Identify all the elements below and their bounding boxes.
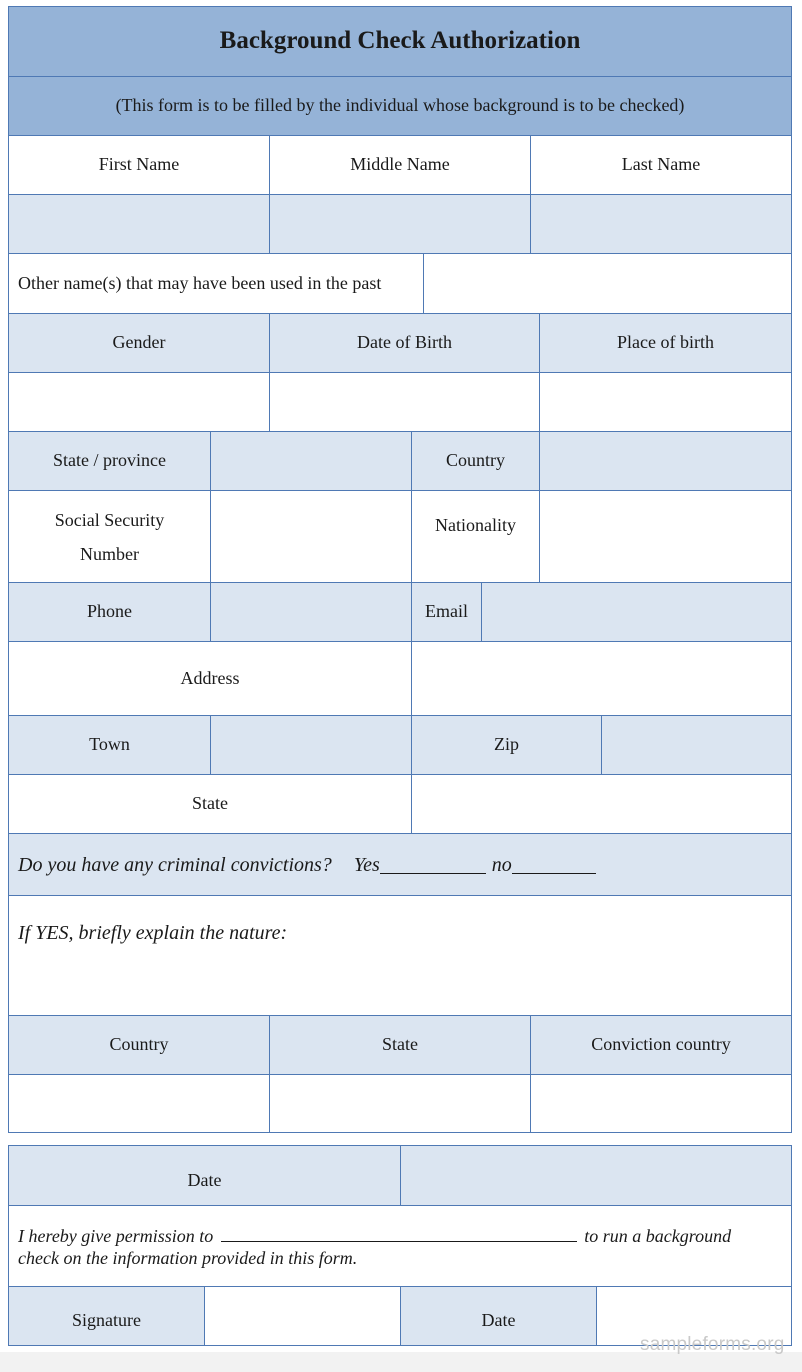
place-of-birth-label: Place of birth [539, 313, 792, 373]
town-label: Town [8, 715, 211, 775]
other-names-label: Other name(s) that may have been used in the past [8, 253, 424, 314]
state-label: State [8, 774, 412, 834]
state-field[interactable] [411, 774, 792, 834]
signature-field[interactable] [204, 1286, 401, 1346]
form-title: Background Check Authorization [8, 6, 792, 77]
criminal-convictions-question [8, 833, 792, 896]
country-label: Country [411, 431, 540, 491]
last-name-field[interactable] [530, 194, 792, 254]
town-field[interactable] [210, 715, 412, 775]
conviction-country-field-2[interactable] [530, 1074, 792, 1133]
yes-label: Yes [353, 853, 380, 876]
ssn-field[interactable] [210, 490, 412, 583]
first-name-field[interactable] [8, 194, 270, 254]
permission-start-text: I hereby give permission to [18, 1225, 214, 1246]
permission-end-text: to run a background [584, 1225, 732, 1246]
country-field[interactable] [539, 431, 792, 491]
yes-blank[interactable] [380, 856, 486, 874]
ssn-label-line1: Social Security [54, 509, 165, 530]
last-name-label: Last Name [530, 135, 792, 195]
signature-label: Signature [8, 1286, 205, 1346]
explain-nature-field[interactable] [8, 895, 792, 1016]
permission-line2-text: check on the information provided in this form. [18, 1247, 358, 1268]
ssn-label [8, 490, 211, 583]
conviction-state-field[interactable] [269, 1074, 531, 1133]
zip-label: Zip [411, 715, 602, 775]
criminal-question-text: Do you have any criminal convictions? [18, 853, 332, 876]
watermark: sampleforms.org [640, 1334, 785, 1355]
phone-field[interactable] [210, 582, 412, 642]
date-of-birth-field[interactable] [269, 372, 540, 432]
no-label: no [491, 853, 512, 876]
gender-field[interactable] [8, 372, 270, 432]
place-of-birth-field[interactable] [539, 372, 792, 432]
nationality-field[interactable] [539, 490, 792, 583]
email-field[interactable] [481, 582, 792, 642]
explain-nature-label: If YES, briefly explain the nature: [18, 922, 288, 944]
conviction-country-label-2: Conviction country [530, 1015, 792, 1075]
conviction-country-label-1: Country [8, 1015, 270, 1075]
address-field[interactable] [411, 641, 792, 716]
conviction-country-field-1[interactable] [8, 1074, 270, 1133]
ssn-label-line2: Number [80, 543, 139, 564]
date-field[interactable] [400, 1145, 792, 1206]
email-label: Email [411, 582, 482, 642]
conviction-state-label: State [269, 1015, 531, 1075]
signature-date-label: Date [400, 1286, 597, 1346]
gender-label: Gender [8, 313, 270, 373]
state-province-field[interactable] [210, 431, 412, 491]
form-subtitle: (This form is to be filled by the individual whose background is to be checked) [8, 76, 792, 136]
state-province-label: State / province [8, 431, 211, 491]
permission-statement [8, 1205, 792, 1287]
permission-name-blank[interactable] [221, 1224, 577, 1242]
phone-label: Phone [8, 582, 211, 642]
zip-field[interactable] [601, 715, 792, 775]
middle-name-label: Middle Name [269, 135, 531, 195]
nationality-label: Nationality [411, 490, 540, 583]
address-label: Address [8, 641, 412, 716]
date-label: Date [8, 1145, 401, 1206]
middle-name-field[interactable] [269, 194, 531, 254]
date-of-birth-label: Date of Birth [269, 313, 540, 373]
no-blank[interactable] [512, 856, 596, 874]
first-name-label: First Name [8, 135, 270, 195]
other-names-field[interactable] [423, 253, 792, 314]
